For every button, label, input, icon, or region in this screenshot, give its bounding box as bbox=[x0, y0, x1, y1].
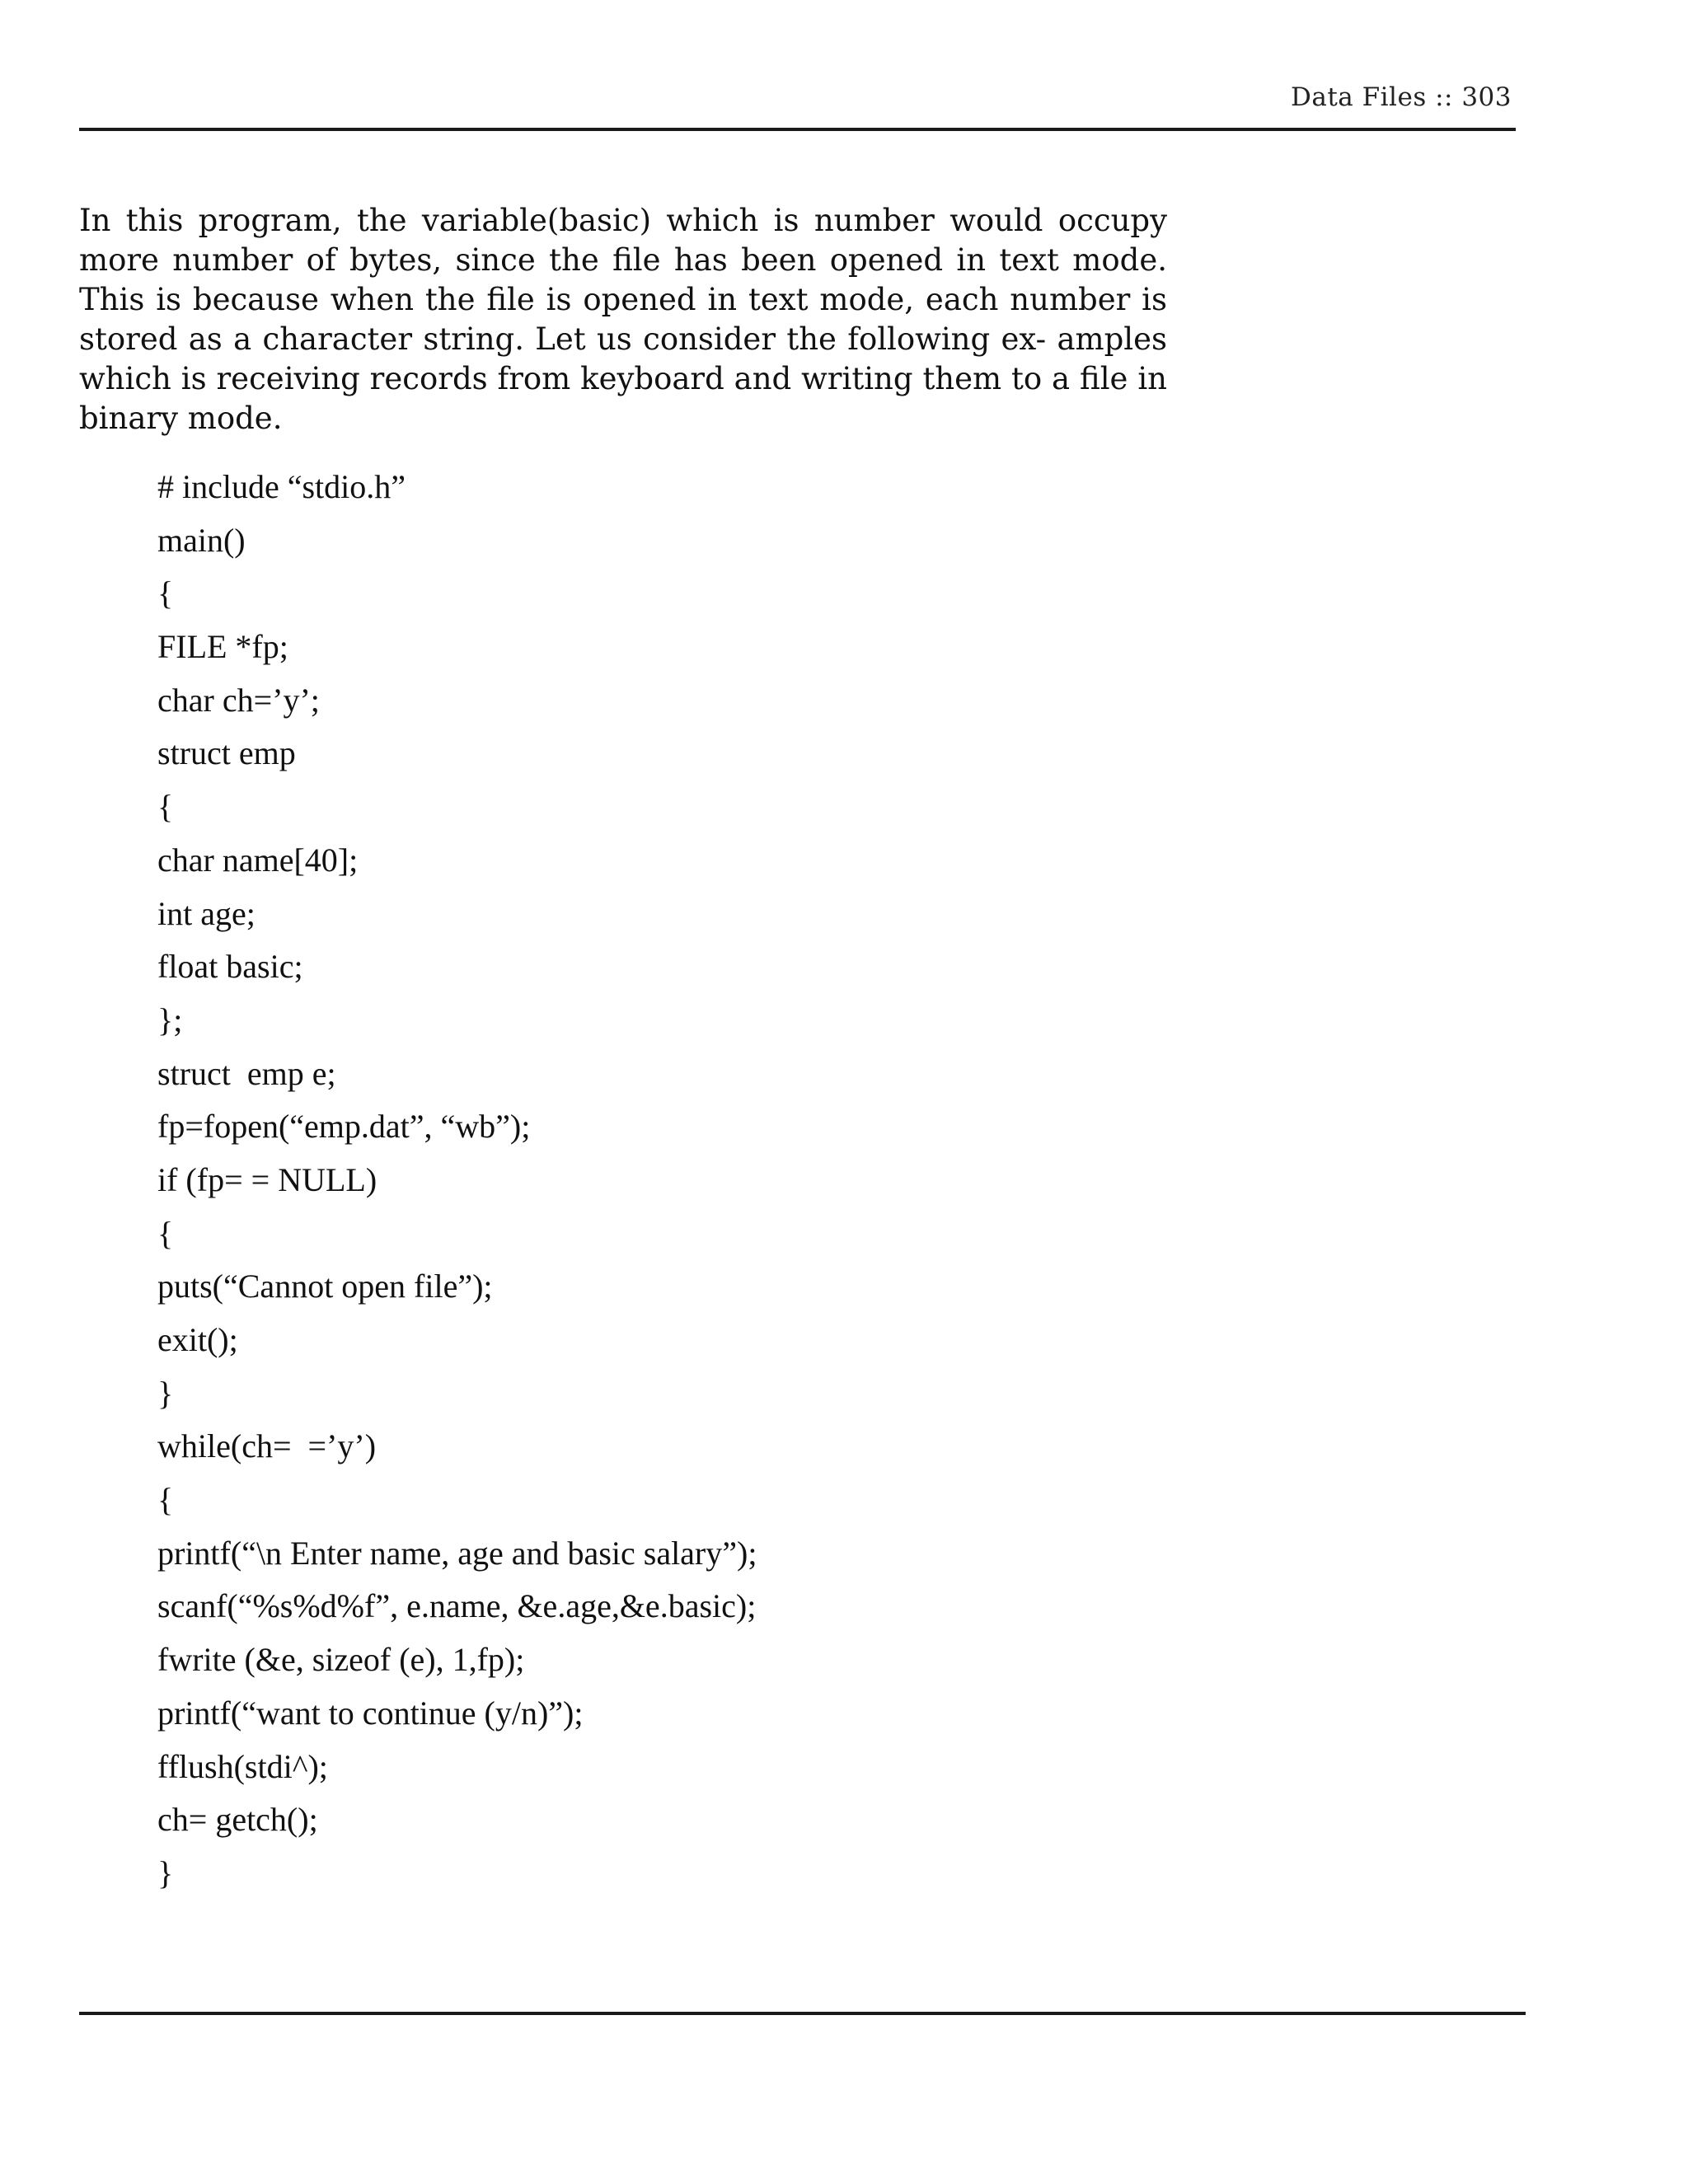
code-line: int age; bbox=[157, 894, 256, 932]
intro-paragraph: In this program, the variable(basic) which is number would occupy more number of bytes, since the file has been opened in text mode. This is because when the file is opened in text mode, each number is stored as a character string. Let us consider the following ex- amples which is receiving records from keyboard and writing them to a file in binary mode. bbox=[79, 203, 1167, 436]
code-line: { bbox=[157, 574, 174, 612]
code-line: { bbox=[157, 1481, 174, 1519]
code-line: exit(); bbox=[157, 1321, 238, 1358]
code-line: struct emp bbox=[157, 734, 296, 772]
code-line: printf(“\n Enter name, age and basic salary”); bbox=[157, 1534, 757, 1572]
code-line: while(ch= =’y’) bbox=[157, 1427, 377, 1465]
code-line: char ch=’y’; bbox=[157, 681, 320, 719]
code-line: if (fp= = NULL) bbox=[157, 1160, 377, 1198]
code-line: FILE *fp; bbox=[157, 628, 288, 666]
code-line: { bbox=[157, 1214, 174, 1252]
code-line: puts(“Cannot open file”); bbox=[157, 1268, 493, 1305]
code-line: # include “stdio.h” bbox=[157, 468, 406, 505]
code-line: struct emp e; bbox=[157, 1054, 336, 1092]
code-line: }; bbox=[157, 1001, 183, 1038]
code-line: printf(“want to continue (y/n)”); bbox=[157, 1694, 584, 1732]
code-line: char name[40]; bbox=[157, 841, 359, 879]
code-line: ch= getch(); bbox=[157, 1801, 318, 1839]
code-line: fp=fopen(“emp.dat”, “wb”); bbox=[157, 1108, 531, 1146]
footer-rule bbox=[79, 2012, 1526, 2015]
running-header: Data Files :: 303 bbox=[1291, 82, 1512, 112]
code-listing bbox=[157, 466, 757, 1906]
code-line: main() bbox=[157, 521, 246, 559]
header-rule bbox=[79, 128, 1516, 131]
code-line: } bbox=[157, 1374, 174, 1412]
code-line: scanf(“%s%d%f”, e.name, &e.age,&e.basic); bbox=[157, 1587, 757, 1625]
code-line: } bbox=[157, 1854, 174, 1891]
code-line: fflush(stdi^); bbox=[157, 1747, 328, 1785]
code-line: fwrite (&e, sizeof (e), 1,fp); bbox=[157, 1641, 525, 1679]
code-line: { bbox=[157, 788, 174, 826]
code-line: float basic; bbox=[157, 948, 303, 986]
